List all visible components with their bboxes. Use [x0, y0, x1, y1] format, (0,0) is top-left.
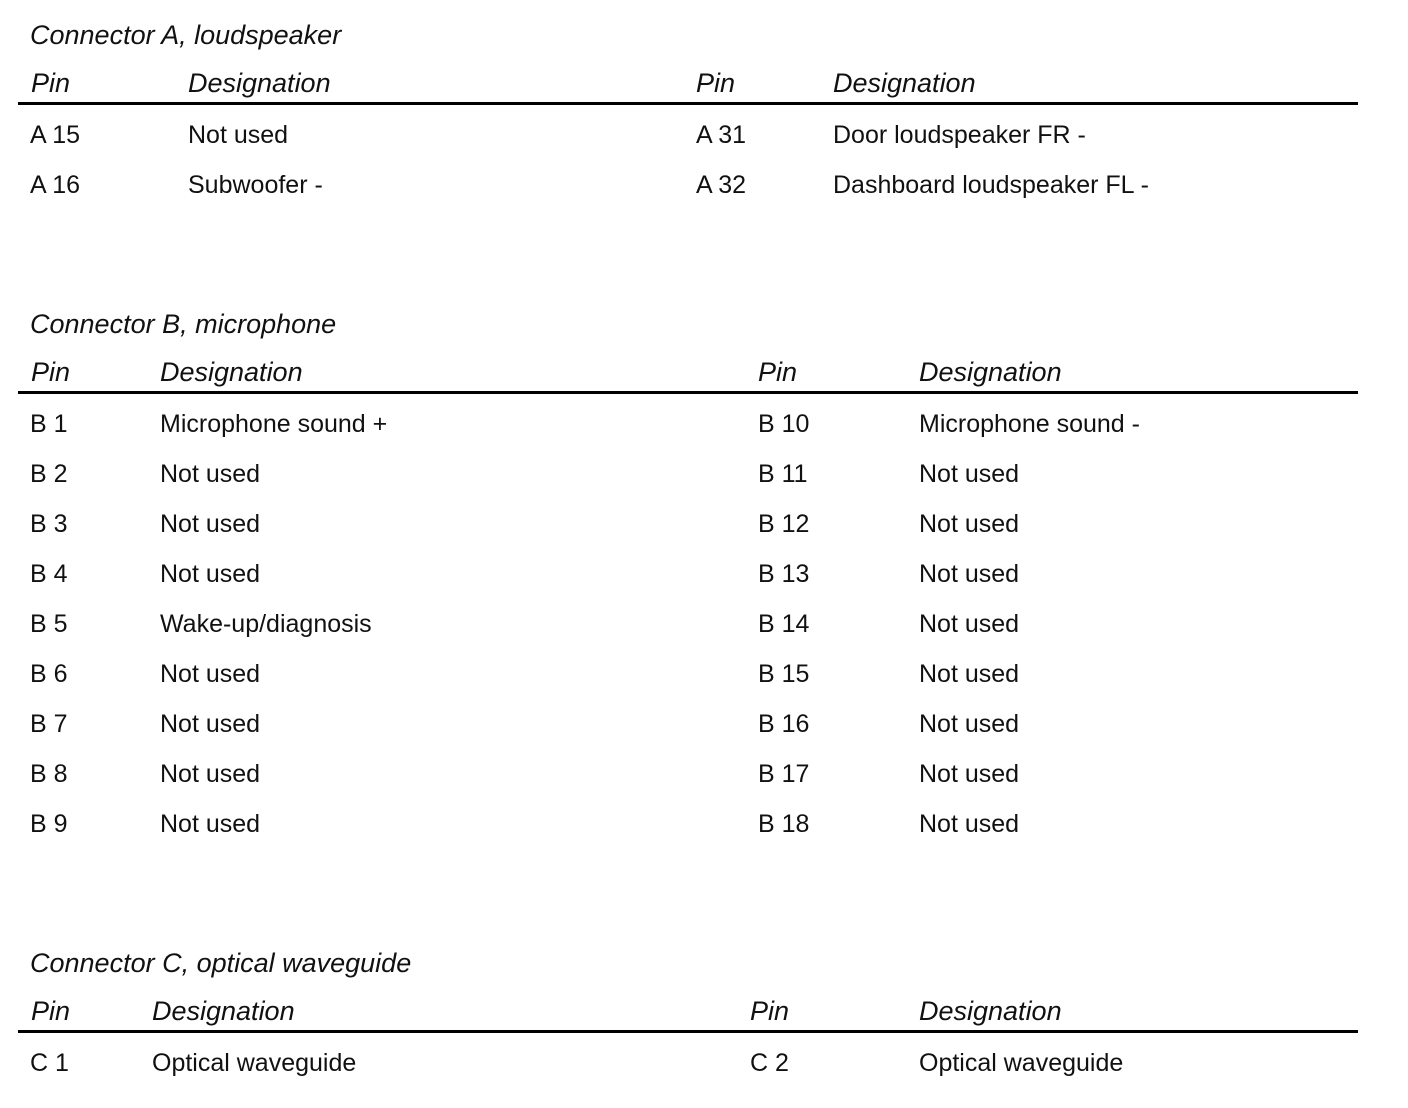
designation-cell: Not used — [919, 560, 1020, 588]
pin-cell: B 6 — [30, 660, 68, 688]
designation-cell: Not used — [919, 760, 1020, 788]
connector-a-header-row — [18, 66, 1358, 105]
header-designation-1: Designation — [152, 996, 295, 1026]
pin-cell: B 16 — [758, 710, 810, 738]
designation-cell: Not used — [188, 121, 289, 149]
pin-cell: B 12 — [758, 510, 810, 538]
pin-cell: B 14 — [758, 610, 810, 638]
designation-cell: Not used — [160, 460, 261, 488]
pin-cell: A 15 — [30, 121, 81, 149]
pin-cell: B 10 — [758, 410, 810, 438]
designation-cell: Not used — [919, 660, 1020, 688]
pin-cell: B 3 — [30, 510, 68, 538]
header-pin-2: Pin — [696, 68, 736, 98]
header-pin-1: Pin — [31, 68, 71, 98]
connector-a-title: Connector A, loudspeaker — [30, 20, 342, 50]
pin-cell: B 8 — [30, 760, 68, 788]
designation-cell: Not used — [919, 710, 1020, 738]
table-row — [18, 699, 1358, 749]
pin-cell: B 15 — [758, 660, 810, 688]
pin-cell: B 2 — [30, 460, 68, 488]
table-row — [18, 649, 1358, 699]
pin-cell: C 1 — [30, 1049, 69, 1077]
pin-cell: A 32 — [696, 171, 747, 199]
designation-cell: Not used — [919, 810, 1020, 838]
header-designation-2: Designation — [919, 357, 1062, 387]
header-designation-2: Designation — [919, 996, 1062, 1026]
designation-cell: Wake-up/diagnosis — [160, 610, 372, 638]
table-row — [18, 160, 1358, 210]
connector-b-section — [18, 307, 1358, 847]
designation-cell: Microphone sound - — [919, 410, 1140, 438]
connector-c-section — [18, 946, 1358, 1096]
table-row — [18, 449, 1358, 499]
designation-cell: Not used — [919, 510, 1020, 538]
pin-cell: B 4 — [30, 560, 68, 588]
connector-c-header-row — [18, 994, 1358, 1033]
designation-cell: Door loudspeaker FR - — [833, 121, 1086, 149]
connector-b-title: Connector B, microphone — [30, 309, 337, 339]
table-row — [18, 799, 1358, 849]
designation-cell: Not used — [160, 760, 261, 788]
pin-cell: A 31 — [696, 121, 747, 149]
table-row — [18, 549, 1358, 599]
pin-cell: B 13 — [758, 560, 810, 588]
designation-cell: Not used — [160, 510, 261, 538]
header-designation-1: Designation — [160, 357, 303, 387]
designation-cell: Not used — [160, 560, 261, 588]
header-pin-2: Pin — [758, 357, 798, 387]
designation-cell: Not used — [160, 710, 261, 738]
header-designation-1: Designation — [188, 68, 331, 98]
table-row — [18, 749, 1358, 799]
table-row — [18, 399, 1358, 449]
connector-b-header-row — [18, 355, 1358, 394]
pin-cell: B 18 — [758, 810, 810, 838]
designation-cell: Not used — [919, 610, 1020, 638]
designation-cell: Subwoofer - — [188, 171, 323, 199]
table-row — [18, 599, 1358, 649]
header-designation-2: Designation — [833, 68, 976, 98]
table-row — [18, 110, 1358, 160]
designation-cell: Not used — [160, 810, 261, 838]
pin-cell: B 5 — [30, 610, 68, 638]
pin-cell: B 11 — [758, 460, 808, 488]
designation-cell: Dashboard loudspeaker FL - — [833, 171, 1149, 199]
connector-a-section — [18, 18, 1358, 218]
designation-cell: Microphone sound + — [160, 410, 388, 438]
pin-cell: C 2 — [750, 1049, 789, 1077]
designation-cell: Not used — [919, 460, 1020, 488]
table-row — [18, 1038, 1358, 1088]
designation-cell: Optical waveguide — [919, 1049, 1124, 1077]
pin-cell: B 7 — [30, 710, 68, 738]
header-pin-1: Pin — [31, 357, 71, 387]
header-pin-2: Pin — [750, 996, 790, 1026]
pin-cell: A 16 — [30, 171, 81, 199]
pin-cell: B 17 — [758, 760, 810, 788]
connector-c-title: Connector C, optical waveguide — [30, 948, 412, 978]
table-row — [18, 499, 1358, 549]
pin-cell: B 1 — [30, 410, 68, 438]
header-pin-1: Pin — [31, 996, 71, 1026]
designation-cell: Not used — [160, 660, 261, 688]
designation-cell: Optical waveguide — [152, 1049, 357, 1077]
pin-cell: B 9 — [30, 810, 68, 838]
